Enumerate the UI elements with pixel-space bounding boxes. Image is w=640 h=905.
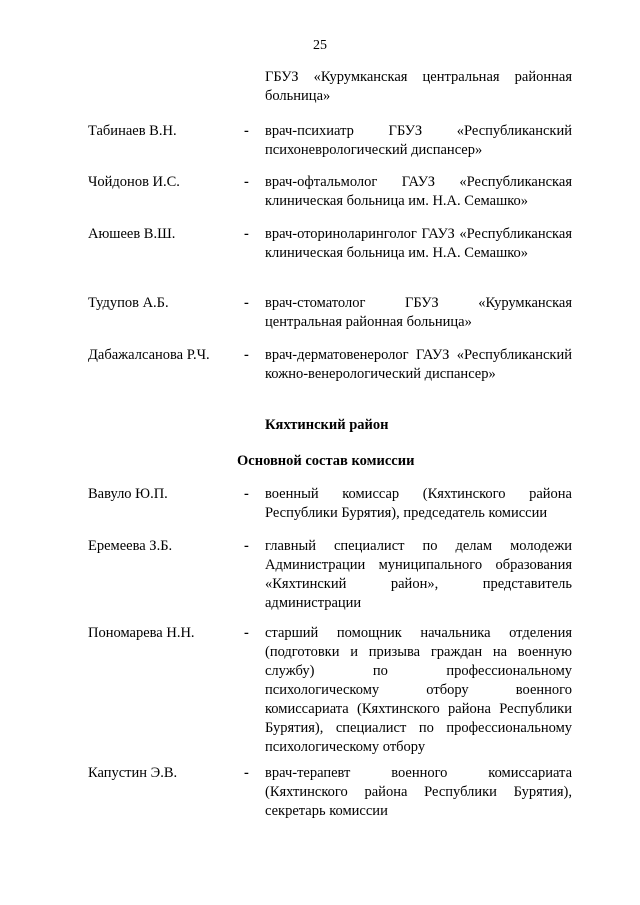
dash: - xyxy=(244,226,249,242)
member-description: врач-терапевт военного комиссариата (Кяхтинского района Республики Бурятия), секретарь комиссии xyxy=(265,765,572,819)
dash: - xyxy=(244,123,249,139)
member-description: врач-психиатр ГБУЗ «Республиканский психоневрологический диспансер» xyxy=(265,123,572,158)
member-entry xyxy=(88,346,572,384)
member-entry xyxy=(88,485,572,523)
member-name: Тудупов А.Б. xyxy=(88,295,169,311)
member-description: военный комиссар (Кяхтинского района Республики Бурятия), председатель комиссии xyxy=(265,486,572,521)
member-name: Дабажалсанова Р.Ч. xyxy=(88,347,210,363)
page-number: 25 xyxy=(313,38,327,53)
member-name: Вавуло Ю.П. xyxy=(88,486,168,502)
dash: - xyxy=(244,625,249,641)
member-description: врач-оториноларинголог ГАУЗ «Республиканская клиническая больница им. Н.А. Семашко» xyxy=(265,226,572,261)
member-name: Табинаев В.Н. xyxy=(88,123,177,139)
member-name: Капустин Э.В. xyxy=(88,765,178,781)
member-entry xyxy=(88,624,572,757)
continued-description: ГБУЗ «Курумканская центральная районная больница» xyxy=(265,69,572,104)
member-description: врач-дерматовенеролог ГАУЗ «Республиканский кожно-венерологический диспансер» xyxy=(265,347,572,382)
district-heading-text: Кяхтинский район xyxy=(265,417,389,433)
member-entry xyxy=(88,225,572,263)
dash: - xyxy=(244,765,249,781)
member-entry xyxy=(88,537,572,613)
composition-heading xyxy=(0,452,640,471)
member-name: Чойдонов И.С. xyxy=(88,174,180,190)
member-description: врач-офтальмолог ГАУЗ «Республиканская клиническая больница им. Н.А. Семашко» xyxy=(265,174,572,209)
member-description: старший помощник начальника отделения (подготовки и призыва граждан на военную службу) по профессиональному психологическому отбору военного комиссариата (Кяхтинского района Республики Бурятия), специалист по профессиональному психологическому отбору xyxy=(265,625,572,755)
member-name: Аюшеев В.Ш. xyxy=(88,226,176,242)
composition-heading-text: Основной состав комиссии xyxy=(237,453,415,469)
member-entry xyxy=(88,173,572,211)
member-description: главный специалист по делам молодежи Администрации муниципального образования «Кяхтинский район», представитель администрации xyxy=(265,538,572,611)
member-entry xyxy=(88,294,572,332)
dash: - xyxy=(244,486,249,502)
dash: - xyxy=(244,347,249,363)
member-entry xyxy=(88,122,572,160)
member-name: Пономарева Н.Н. xyxy=(88,625,195,641)
dash: - xyxy=(244,174,249,190)
member-entry xyxy=(88,764,572,821)
dash: - xyxy=(244,538,249,554)
dash: - xyxy=(244,295,249,311)
member-description: врач-стоматолог ГБУЗ «Курумканская центральная районная больница» xyxy=(265,295,572,330)
district-heading xyxy=(0,416,640,435)
member-name: Еремеева З.Б. xyxy=(88,538,173,554)
